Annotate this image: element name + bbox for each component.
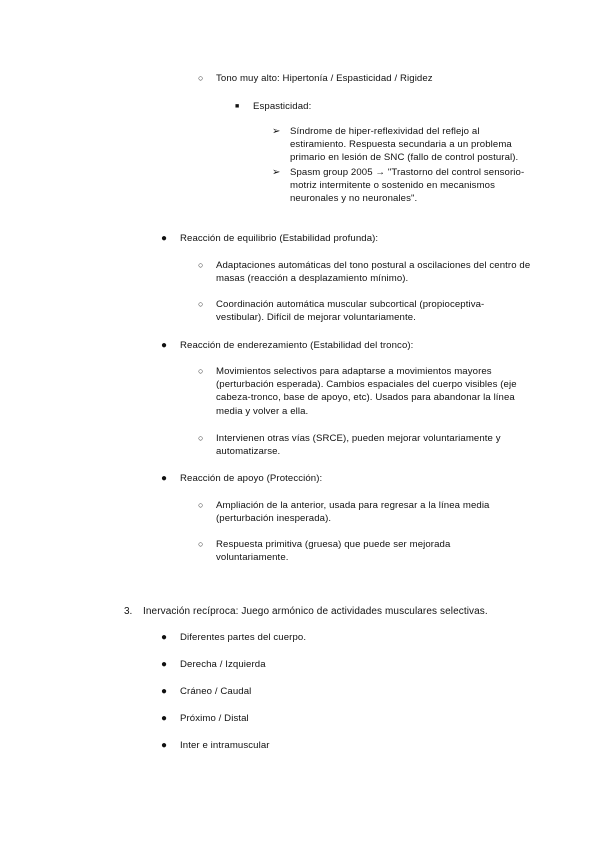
list-item-sindrome <box>272 125 534 165</box>
list-item-text: Próximo / Distal <box>180 713 249 724</box>
list-item-text: Síndrome de hiper-reflexividad del reflejo al estiramiento. Respuesta secundaria a un problema primario en lesión de SNC (fallo de control postural). <box>290 126 519 164</box>
hollow-circle-bullet-icon: ○ <box>198 260 204 270</box>
list-item-craneo-caudal <box>161 685 461 698</box>
square-bullet-icon: ■ <box>235 103 240 110</box>
list-item-text: Espasticidad: <box>253 101 312 112</box>
list-item-tono <box>198 72 558 85</box>
list-item-adaptaciones <box>198 259 532 285</box>
list-item-text: Reacción de enderezamiento (Estabilidad del tronco): <box>180 340 414 351</box>
filled-circle-bullet-icon: ● <box>161 740 168 751</box>
hollow-circle-bullet-icon: ○ <box>198 73 204 83</box>
filled-circle-bullet-icon: ● <box>161 233 168 244</box>
filled-circle-bullet-icon: ● <box>161 686 168 697</box>
hollow-circle-bullet-icon: ○ <box>198 539 204 549</box>
list-item-text: Reacción de equilibrio (Estabilidad profunda): <box>180 233 379 244</box>
list-item-text: Ampliación de la anterior, usada para regresar a la línea media (perturbación inesperada). <box>216 500 490 525</box>
filled-circle-bullet-icon: ● <box>161 340 168 351</box>
numbered-item-inervacion <box>124 605 544 618</box>
list-item-proximo-distal <box>161 712 461 725</box>
list-item-text: Derecha / Izquierda <box>180 659 266 670</box>
list-item-reaccion-enderezamiento <box>161 339 541 352</box>
list-item-derecha-izquierda <box>161 658 461 671</box>
arrow-bullet-icon: ➢ <box>272 167 281 178</box>
list-item-coordinacion <box>198 298 508 324</box>
arrow-bullet-icon: ➢ <box>272 126 281 137</box>
list-item-text: Movimientos selectivos para adaptarse a movimientos mayores (perturbación esperada). Cambios espaciales del cuerpo visibles (eje cabeza-tronco, base de apoyo, etc). Usados para abandonar la línea media y volver a ella. <box>216 366 517 417</box>
list-item-espasticidad <box>235 100 535 114</box>
list-item-reaccion-apoyo <box>161 472 541 485</box>
list-item-text: Diferentes partes del cuerpo. <box>180 632 307 643</box>
list-item-text: Inter e intramuscular <box>180 740 270 751</box>
hollow-circle-bullet-icon: ○ <box>198 433 204 443</box>
list-item-movimientos-selectivos <box>198 365 532 418</box>
list-number: 3. <box>124 606 133 617</box>
list-item-text: Cráneo / Caudal <box>180 686 252 697</box>
list-item-intervienen <box>198 432 524 458</box>
filled-circle-bullet-icon: ● <box>161 659 168 670</box>
list-item-text: Intervienen otras vías (SRCE), pueden mejorar voluntariamente y automatizarse. <box>216 433 501 458</box>
list-item-text: Inervación recíproca: Juego armónico de actividades musculares selectivas. <box>143 606 488 617</box>
hollow-circle-bullet-icon: ○ <box>198 299 204 309</box>
filled-circle-bullet-icon: ● <box>161 473 168 484</box>
list-item-text: Coordinación automática muscular subcortical (propioceptiva-vestibular). Difícil de mejorar voluntariamente. <box>216 299 485 324</box>
list-item-reaccion-equilibrio <box>161 232 541 245</box>
list-item-text: Reacción de apoyo (Protección): <box>180 473 323 484</box>
list-item-ampliacion <box>198 499 524 525</box>
list-item-inter-intramuscular <box>161 739 461 752</box>
list-item-text: Adaptaciones automáticas del tono postural a oscilaciones del centro de masas (reacción a desplazamiento mínimo). <box>216 260 531 285</box>
filled-circle-bullet-icon: ● <box>161 632 168 643</box>
list-item-text: Tono muy alto: Hipertonía / Espasticidad / Rigidez <box>216 73 433 84</box>
list-item-spasm-group <box>272 166 534 206</box>
hollow-circle-bullet-icon: ○ <box>198 366 204 376</box>
hollow-circle-bullet-icon: ○ <box>198 500 204 510</box>
list-item-respuesta-primitiva <box>198 538 498 564</box>
filled-circle-bullet-icon: ● <box>161 713 168 724</box>
list-item-text: Spasm group 2005 → "Trastorno del control sensorio-motriz intermitente o sostenido en mecanismos neuronales y no neuronales". <box>290 167 525 205</box>
list-item-text: Respuesta primitiva (gruesa) que puede ser mejorada voluntariamente. <box>216 539 451 564</box>
list-item-diferentes-partes <box>161 631 461 644</box>
